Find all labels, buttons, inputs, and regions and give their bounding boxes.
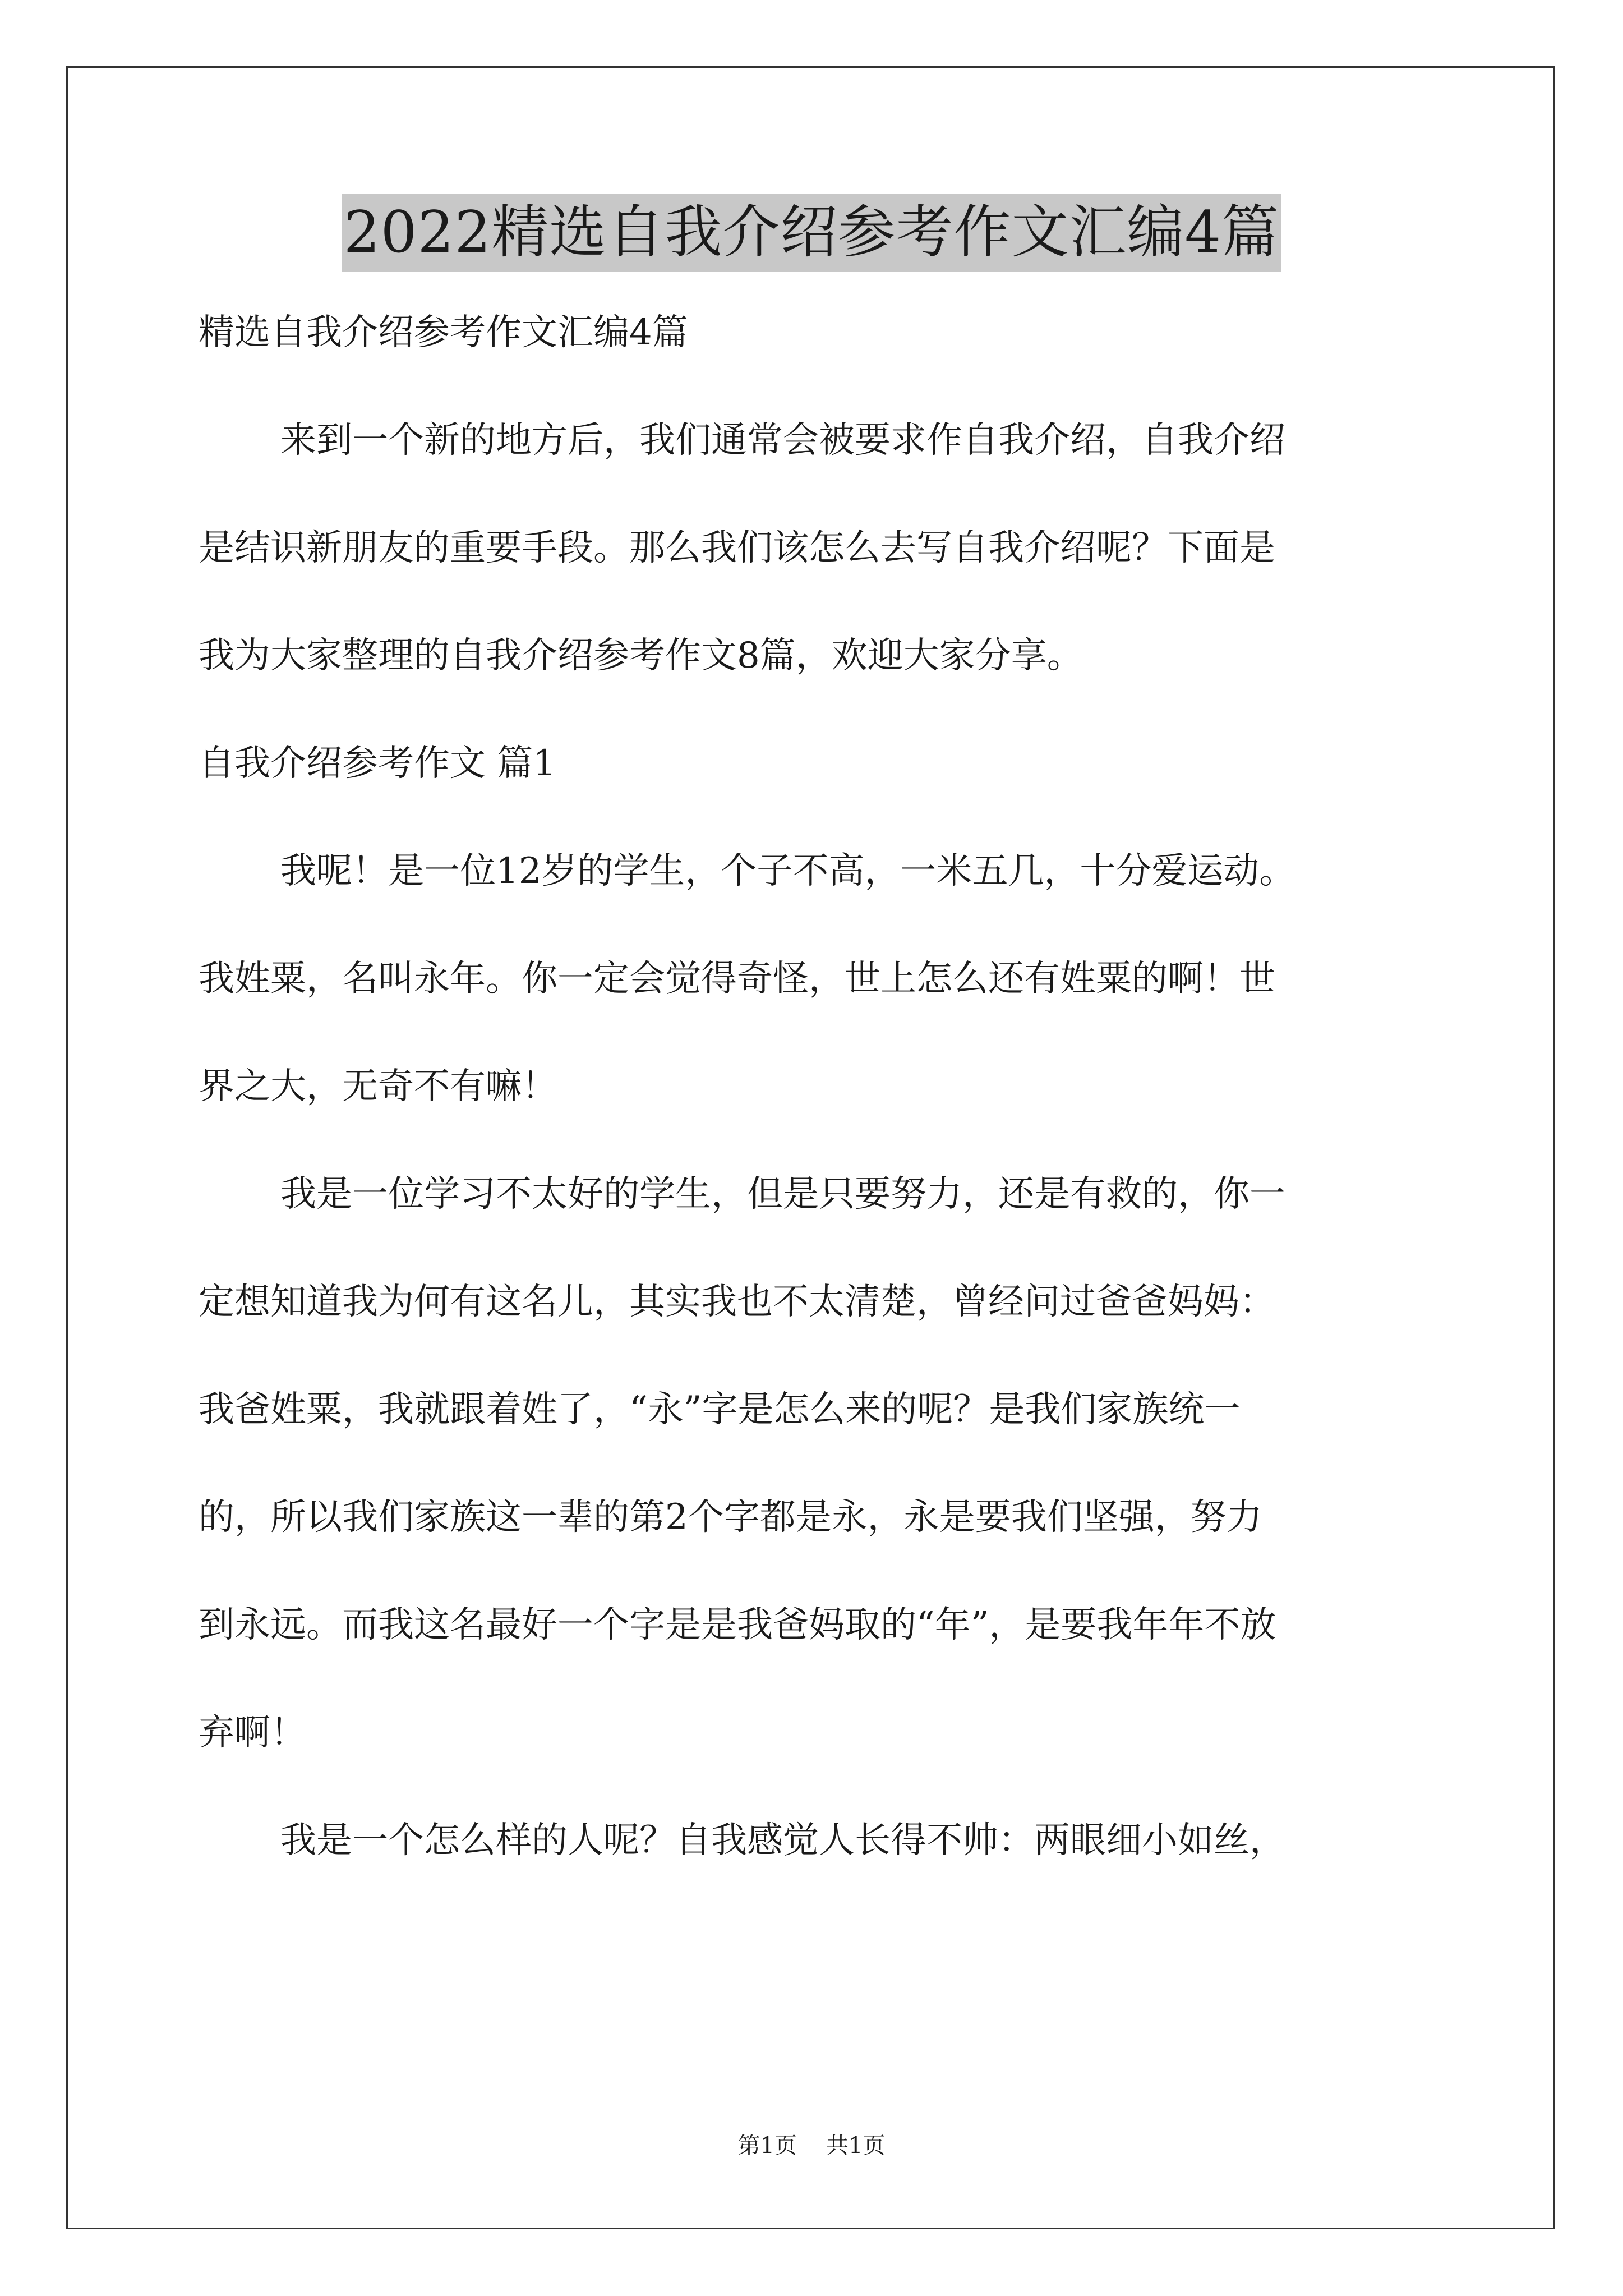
- paragraph-3: [199, 1814, 1430, 1867]
- paragraph-line: 弃啊！: [199, 1712, 306, 1754]
- paragraph-line: 我爸姓粟，我就跟着姓了，“永”字是怎么来的呢？是我们家族统一: [199, 1389, 1241, 1430]
- intro-line: 我为大家整理的自我介绍参考作文8篇，欢迎大家分享。: [199, 635, 1083, 677]
- paragraph-line: 界之大，无奇不有嘛！: [199, 1066, 557, 1107]
- document-title: 2022精选自我介绍参考作文汇编4篇: [342, 194, 1281, 272]
- document-body: [199, 306, 1430, 1867]
- section-heading: 自我介绍参考作文 篇1: [199, 743, 556, 784]
- page-footer: [0, 2132, 1623, 2160]
- paragraph-line: 我呢！是一位12岁的学生，个子不高，一米五几，十分爱运动。: [280, 850, 1295, 892]
- title-container: [0, 194, 1623, 272]
- intro-paragraph: [199, 413, 1430, 683]
- intro-line: 来到一个新的地方后，我们通常会被要求作自我介绍，自我介绍: [280, 420, 1285, 461]
- paragraph-line: 的，所以我们家族这一辈的第2个字都是永，永是要我们坚强，努力: [199, 1497, 1262, 1538]
- paragraph-2: [199, 1167, 1430, 1760]
- paragraph-line: 定想知道我为何有这名儿，其实我也不太清楚，曾经问过爸爸妈妈：: [199, 1281, 1275, 1323]
- paragraph-1: [199, 844, 1430, 1114]
- paragraph-line: 我是一个怎么样的人呢？自我感觉人长得不帅：两眼细小如丝，: [280, 1820, 1285, 1861]
- subtitle: 精选自我介绍参考作文汇编4篇: [199, 312, 688, 353]
- paragraph-line: 我姓粟，名叫永年。你一定会觉得奇怪，世上怎么还有姓粟的啊！世: [199, 958, 1275, 1000]
- paragraph-line: 到永远。而我这名最好一个字是是我爸妈取的“年”，是要我年年不放: [199, 1604, 1276, 1646]
- page-total: 共1页: [826, 2133, 886, 2159]
- page-number: 第1页: [737, 2133, 797, 2159]
- paragraph-line: 我是一位学习不太好的学生，但是只要努力，还是有救的，你一: [280, 1174, 1285, 1215]
- intro-line: 是结识新朋友的重要手段。那么我们该怎么去写自我介绍呢？下面是: [199, 527, 1275, 569]
